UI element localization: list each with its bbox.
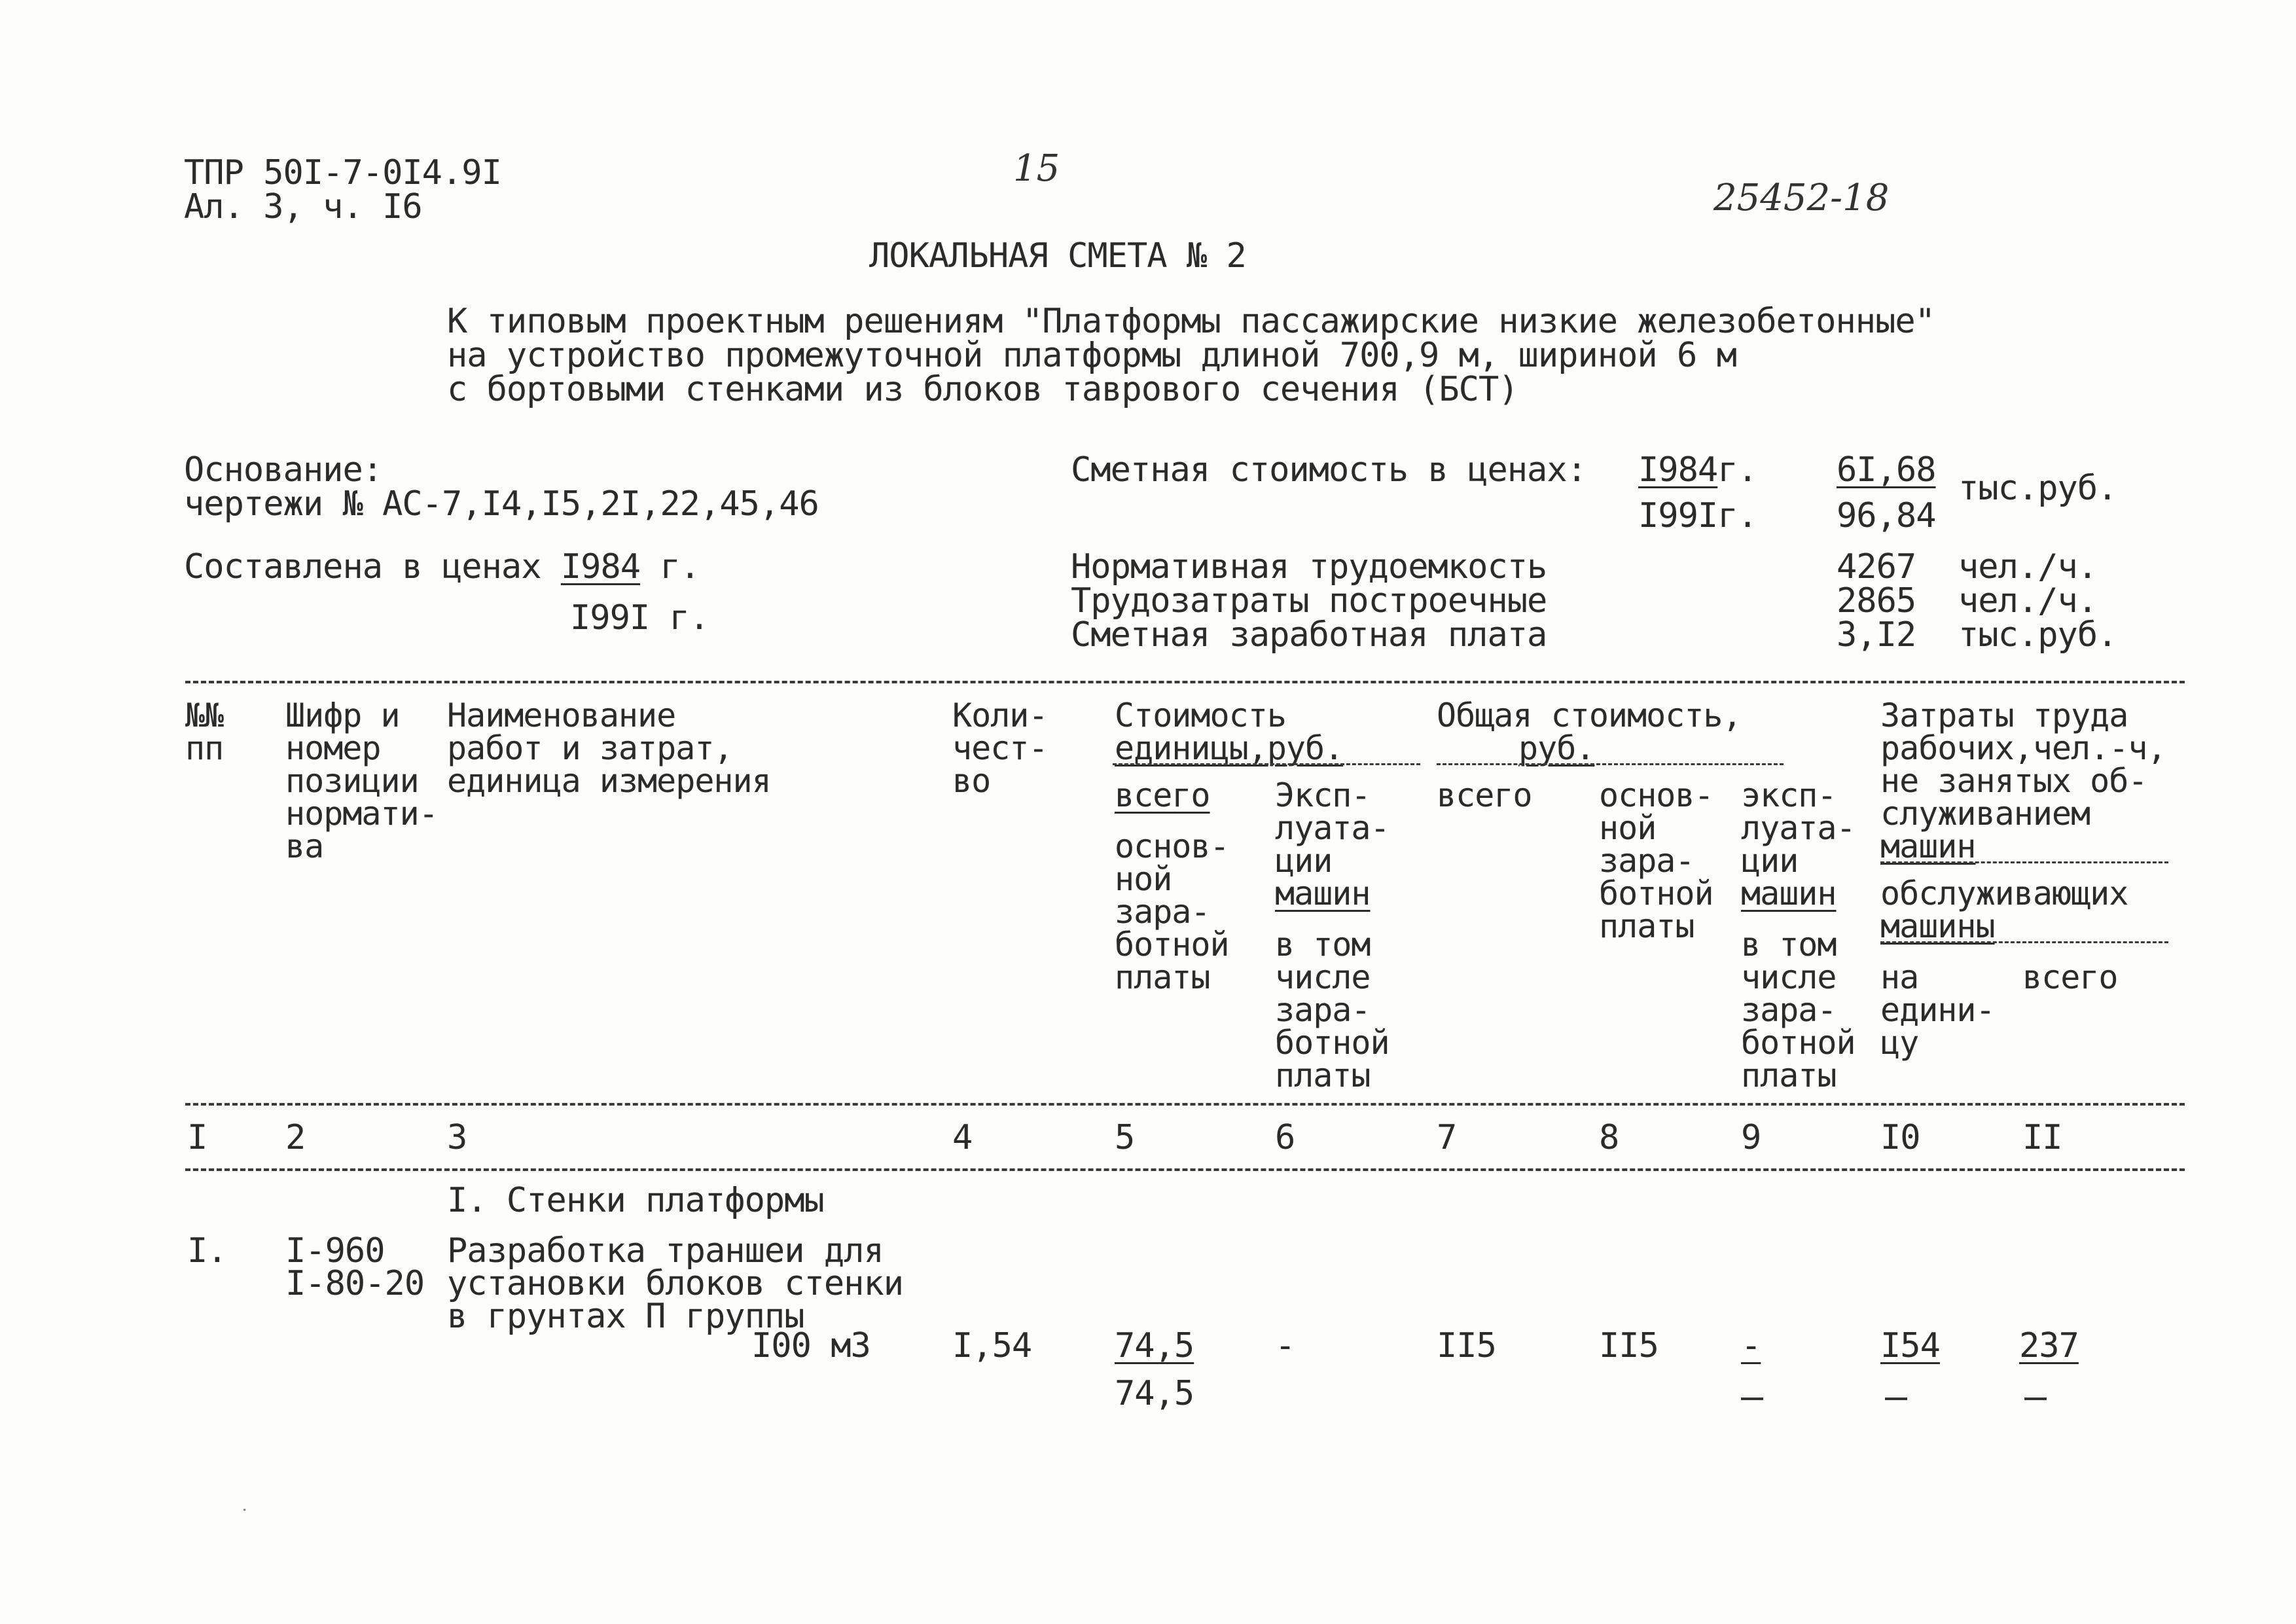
row-1-total-salary: II5 xyxy=(1599,1326,1659,1365)
header-col-5-line-3: зара- xyxy=(1115,893,1210,931)
page-number: 15 xyxy=(1013,147,1060,190)
cost-year-1991: I99Iг. xyxy=(1638,496,1757,535)
header-col-9-line-4: машин xyxy=(1741,875,1837,912)
total-cost-group-line-2: руб. xyxy=(1518,729,1595,767)
table-top-rule xyxy=(185,681,2185,683)
row-1-labor-unit: I54 xyxy=(1880,1326,1940,1365)
header-col-6-line-8: ботной xyxy=(1275,1024,1390,1062)
header-col-4-line-2: чест- xyxy=(952,729,1048,767)
basis-label: Основание: xyxy=(184,450,383,490)
basis-drawings: чертежи № АС-7,I4,I5,2I,22,45,46 xyxy=(184,484,819,524)
header-col-8-line-3: зара- xyxy=(1599,842,1695,880)
labor-group-line-3: не занятых об- xyxy=(1880,762,2147,800)
col-number-3: 3 xyxy=(447,1118,467,1157)
project-code: ТПР 50I-7-0I4.9I xyxy=(184,153,501,192)
header-col-11: всего xyxy=(2022,958,2118,996)
header-col-9-line-8: ботной xyxy=(1741,1024,1856,1062)
header-col-2-line-3: позиции xyxy=(285,762,419,800)
labor-group-line-4: служиванием xyxy=(1880,795,2090,833)
header-col-6-line-1: Эксп- xyxy=(1275,776,1371,814)
column-numbers-top-rule xyxy=(185,1103,2185,1106)
header-col-6-line-2: луата- xyxy=(1275,809,1390,847)
labor-norm-label: Нормативная трудоемкость xyxy=(1071,547,1547,586)
header-col-2-line-2: номер xyxy=(285,729,381,767)
header-col-6-line-7: зара- xyxy=(1275,991,1371,1029)
document-number: 25452-18 xyxy=(1713,177,1890,219)
row-1-labor-total: 237 xyxy=(2019,1326,2079,1365)
header-col-1-line-1: №№ xyxy=(185,696,224,734)
col-number-8: 8 xyxy=(1599,1118,1619,1157)
col-number-10: I0 xyxy=(1880,1118,1920,1157)
unit-cost-group-line-1: Стоимость xyxy=(1115,696,1286,734)
section-title: I. Стенки платформы xyxy=(447,1181,824,1220)
col-number-2: 2 xyxy=(285,1118,306,1157)
header-col-9-line-7: зара- xyxy=(1741,991,1837,1029)
header-col-5-line-4: ботной xyxy=(1115,926,1229,964)
header-col-9-line-1: эксп- xyxy=(1741,776,1837,814)
col-number-5: 5 xyxy=(1115,1118,1135,1157)
cost-unit: тыс.руб. xyxy=(1958,469,2117,508)
unit-cost-group-rule xyxy=(1113,763,1420,765)
header-col-4-line-1: Коли- xyxy=(952,696,1048,734)
labor-group-rule xyxy=(1880,861,2168,863)
header-col-3-line-3: единица измерения xyxy=(447,762,771,800)
col-number-7: 7 xyxy=(1437,1118,1457,1157)
header-col-9-line-5: в том xyxy=(1741,926,1837,964)
header-col-10-line-1: на xyxy=(1880,958,1919,996)
header-col-2-line-1: Шифр и xyxy=(285,696,400,734)
total-cost-group-rule xyxy=(1437,763,1784,765)
unit-cost-group-line-2: единицы,руб. xyxy=(1115,729,1344,767)
header-col-8-line-5: платы xyxy=(1599,907,1695,945)
labor-build-value: 2865 xyxy=(1837,581,1916,621)
header-col-5-top: всего xyxy=(1115,776,1210,814)
header-col-6-line-3: ции xyxy=(1275,842,1333,880)
header-col-9-line-9: платы xyxy=(1741,1056,1837,1094)
labor-group-line-2: рабочих,чел.-ч, xyxy=(1880,729,2166,767)
header-col-9-line-2: луата- xyxy=(1741,809,1856,847)
row-1-code-1: I-960 xyxy=(285,1231,385,1271)
total-cost-group-line-1: Общая стоимость, xyxy=(1437,696,1742,734)
subtitle-line-2: на устройство промежуточной платформы длиной 700,9 м, шириной 6 м xyxy=(447,336,1736,375)
col-number-9: 9 xyxy=(1741,1118,1761,1157)
cost-1991-value: 96,84 xyxy=(1837,496,1936,535)
labor-group-line-5: машин xyxy=(1880,827,1976,865)
cost-1984-value: 6I,68 xyxy=(1837,450,1936,490)
header-col-3-line-1: Наименование xyxy=(447,696,676,734)
row-1-unit: I00 м3 xyxy=(751,1326,870,1365)
header-col-10-line-2: едини- xyxy=(1880,991,1995,1029)
row-1-unit-machine: - xyxy=(1275,1326,1295,1365)
labor-norm-unit: чел./ч. xyxy=(1958,547,2098,586)
labor-build-label: Трудозатраты построечные xyxy=(1071,581,1547,621)
header-col-2-line-4: нормати- xyxy=(285,795,438,833)
labor-group-line-1: Затраты труда xyxy=(1880,696,2128,734)
salary-label: Сметная заработная плата xyxy=(1071,615,1547,655)
header-col-10-line-3: цу xyxy=(1880,1024,1919,1062)
col-number-1: I xyxy=(187,1118,207,1157)
row-1-name-2: установки блоков стенки xyxy=(447,1264,904,1303)
column-numbers-bottom-rule xyxy=(185,1168,2185,1171)
col-number-6: 6 xyxy=(1275,1118,1295,1157)
row-1-machine-salary-dash xyxy=(1741,1398,1763,1400)
page-title: ЛОКАЛЬНАЯ СМЕТА № 2 xyxy=(869,236,1246,276)
row-1-labor-service-unit-dash xyxy=(1885,1398,1907,1400)
salary-value: 3,I2 xyxy=(1837,615,1916,655)
header-col-6-line-6: числе xyxy=(1275,958,1371,996)
header-col-5-line-5: платы xyxy=(1115,958,1210,996)
header-col-8-line-1: основ- xyxy=(1599,776,1713,814)
row-1-name-1: Разработка траншеи для xyxy=(447,1231,884,1271)
labor-norm-value: 4267 xyxy=(1837,547,1916,586)
cost-year-1984: I984г. xyxy=(1638,450,1757,490)
header-col-9-line-6: числе xyxy=(1741,958,1837,996)
header-col-2-line-5: ва xyxy=(285,827,324,865)
header-col-1-line-2: пп xyxy=(185,729,224,767)
compiled-prices-1991: I99I г. xyxy=(570,598,709,638)
compiled-prices: Составлена в ценах I984 г. xyxy=(184,547,700,586)
row-1-name-3: в грунтах П группы xyxy=(447,1297,804,1336)
header-col-6-line-4: машин xyxy=(1275,875,1371,912)
header-col-8-line-4: ботной xyxy=(1599,875,1713,912)
col-number-4: 4 xyxy=(952,1118,973,1157)
row-1-total: II5 xyxy=(1437,1326,1496,1365)
cost-label: Сметная стоимость в ценах: xyxy=(1071,450,1587,490)
row-1-labor-service-total-dash xyxy=(2024,1398,2047,1400)
row-1-code-2: I-80-20 xyxy=(285,1264,425,1303)
header-col-7: всего xyxy=(1437,776,1532,814)
subtitle-line-1: К типовым проектным решениям "Платформы пассажирские низкие железобетонные" xyxy=(447,302,1935,341)
labor-service-rule xyxy=(1880,941,2168,943)
salary-unit: тыс.руб. xyxy=(1958,615,2117,655)
header-col-6-line-9: платы xyxy=(1275,1056,1371,1094)
labor-service-line-2: машины xyxy=(1880,907,1995,945)
labor-service-line-1: обслуживающих xyxy=(1880,875,2128,912)
row-1-unit-salary: 74,5 xyxy=(1115,1374,1194,1413)
header-col-5-line-2: ной xyxy=(1115,860,1172,898)
header-col-4-line-3: во xyxy=(952,762,991,800)
row-1-quantity: I,54 xyxy=(952,1326,1032,1365)
col-number-11: II xyxy=(2022,1118,2062,1157)
header-col-5-line-1: основ- xyxy=(1115,827,1229,865)
labor-build-unit: чел./ч. xyxy=(1958,581,2098,621)
header-col-3-line-2: работ и затрат, xyxy=(447,729,733,767)
row-1-number: I. xyxy=(187,1231,227,1271)
row-1-total-machine: - xyxy=(1741,1326,1761,1365)
scan-speck xyxy=(243,1509,245,1511)
row-1-unit-total: 74,5 xyxy=(1115,1326,1194,1365)
header-col-6-line-5: в том xyxy=(1275,926,1371,964)
subtitle-line-3: с бортовыми стенками из блоков таврового сечения (БСТ) xyxy=(447,370,1518,409)
header-col-8-line-2: ной xyxy=(1599,809,1657,847)
album-part: Ал. 3, ч. I6 xyxy=(184,187,422,226)
header-col-9-line-3: ции xyxy=(1741,842,1799,880)
